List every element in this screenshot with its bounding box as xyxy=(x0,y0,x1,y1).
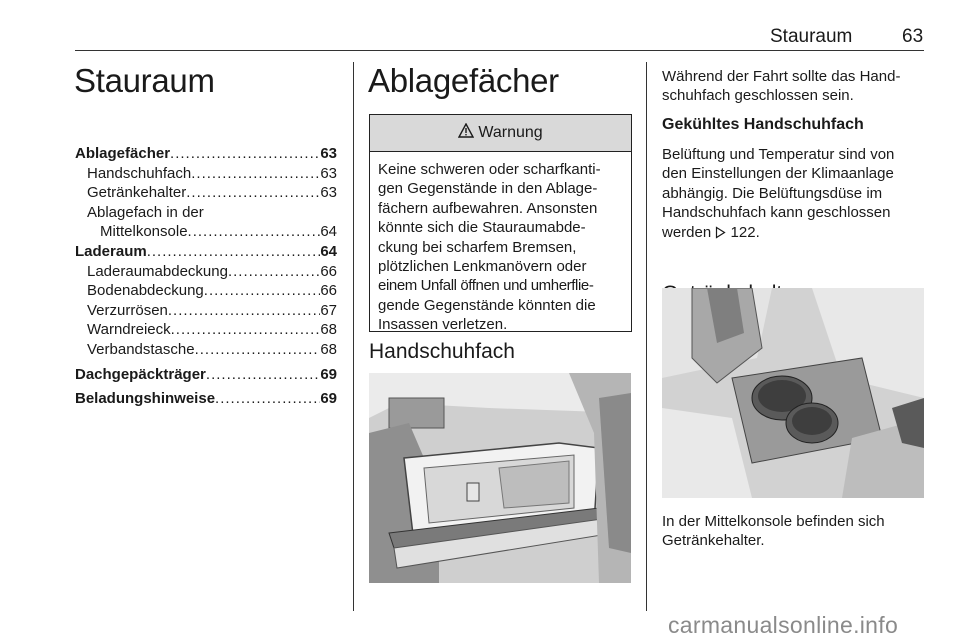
toc-page: 64 xyxy=(320,223,337,241)
header-rule xyxy=(75,50,924,51)
text-line: abhängig. Die Belüftungsdüse im xyxy=(662,184,883,202)
toc-label: Getränkehalter xyxy=(87,184,187,202)
toc-label: Beladungshinweise xyxy=(75,390,216,408)
page-number: 63 xyxy=(902,26,924,47)
toc-page: 67 xyxy=(320,301,337,319)
warning-line: plötzlichen Lenkmanövern oder xyxy=(378,258,587,276)
warning-line: einem Unfall öffnen und umherflie- xyxy=(378,277,594,295)
toc-label: Ablagefächer xyxy=(75,145,171,162)
toc-label: Ablagefach in der xyxy=(87,203,204,221)
warning-line: gen Gegenstände in den Ablage- xyxy=(378,180,598,198)
toc-label: Verbandstasche xyxy=(87,340,195,358)
cupholder-photo xyxy=(662,288,924,498)
text-line: Belüftung und Temperatur sind von xyxy=(662,146,895,163)
toc-entry[interactable] xyxy=(75,340,337,360)
text-line: In der Mittelkonsole befinden sich xyxy=(662,513,885,530)
warning-line: fächern aufbewahren. Ansonsten xyxy=(378,199,598,217)
toc-label: Warndreieck xyxy=(87,321,171,339)
toc-entry[interactable] xyxy=(75,222,337,242)
toc-entry[interactable] xyxy=(75,144,337,164)
toc-page: 68 xyxy=(320,321,337,339)
warning-heading: Warnung xyxy=(478,124,543,141)
text-line: Getränkehalter. xyxy=(662,532,765,550)
warning-line: gende Gegenstände könnten die xyxy=(378,296,596,314)
toc-entry[interactable] xyxy=(75,301,337,321)
warning-header xyxy=(370,115,631,152)
toc-entry[interactable] xyxy=(75,281,337,301)
glovebox-photo xyxy=(369,373,631,583)
toc-label: Dachgepäckträger xyxy=(75,365,206,383)
toc-label: Verzurrösen xyxy=(87,301,168,319)
toc-entry[interactable] xyxy=(75,320,337,340)
column-divider-left xyxy=(353,62,354,611)
text-line: schuhfach geschlossen sein. xyxy=(662,87,854,105)
toc-label: Handschuhfach xyxy=(87,164,192,182)
toc-entry[interactable] xyxy=(75,365,337,385)
toc-page: 66 xyxy=(320,262,337,280)
toc-entry[interactable] xyxy=(75,164,337,184)
toc-page: 66 xyxy=(320,282,337,300)
warning-triangle-icon xyxy=(458,123,474,143)
cupholder-caption xyxy=(662,512,885,551)
toc-page: 63 xyxy=(320,184,337,202)
toc-page: 69 xyxy=(320,390,337,408)
toc-page: 63 xyxy=(320,145,337,162)
table-of-contents xyxy=(75,144,337,409)
warning-line: ckung bei scharfem Bremsen, xyxy=(378,238,577,256)
text-line: den Einstellungen der Klimaanlage xyxy=(662,165,894,183)
toc-entry[interactable] xyxy=(75,262,337,282)
running-header-title: Stauraum xyxy=(770,26,853,47)
page-ref[interactable]: 122. xyxy=(730,223,760,241)
warning-box xyxy=(369,114,632,332)
section-title-ablagefaecher: Ablagefächer xyxy=(368,62,559,99)
toc-page: 68 xyxy=(320,340,337,358)
text-line xyxy=(662,223,894,244)
toc-page: 69 xyxy=(320,365,337,383)
toc-label: Laderaum xyxy=(75,242,147,260)
glovebox-note xyxy=(662,67,900,106)
toc-entry[interactable] xyxy=(75,389,337,409)
section-title-handschuhfach: Handschuhfach xyxy=(369,340,515,363)
ref-prefix: werden xyxy=(662,223,712,241)
text-line: Während der Fahrt sollte das Hand- xyxy=(662,68,901,85)
cooled-glovebox-text xyxy=(662,145,894,244)
chapter-title: Stauraum xyxy=(74,62,215,99)
toc-entry[interactable] xyxy=(75,242,337,262)
column-divider-right xyxy=(646,62,647,611)
page-ref-arrow-icon xyxy=(715,225,726,244)
watermark-brand: carmanualsonline.info xyxy=(668,612,899,638)
toc-entry[interactable] xyxy=(75,203,337,223)
subheading-cooled-glovebox: Gekühltes Handschuhfach xyxy=(662,116,864,133)
toc-page: 63 xyxy=(320,164,337,182)
toc-label: Laderaumabdeckung xyxy=(87,262,228,280)
toc-entry[interactable] xyxy=(75,183,337,203)
warning-text xyxy=(370,152,631,335)
toc-label: Mittelkonsole xyxy=(100,223,188,241)
warning-line: könnte sich die Stauraumabde- xyxy=(378,219,586,237)
warning-line: Keine schweren oder scharfkanti- xyxy=(378,161,601,178)
text-line: Handschuhfach kann geschlossen xyxy=(662,204,891,222)
toc-label: Bodenabdeckung xyxy=(87,282,204,300)
warning-line: Insassen verletzen. xyxy=(378,316,508,334)
toc-page: 64 xyxy=(320,242,337,260)
